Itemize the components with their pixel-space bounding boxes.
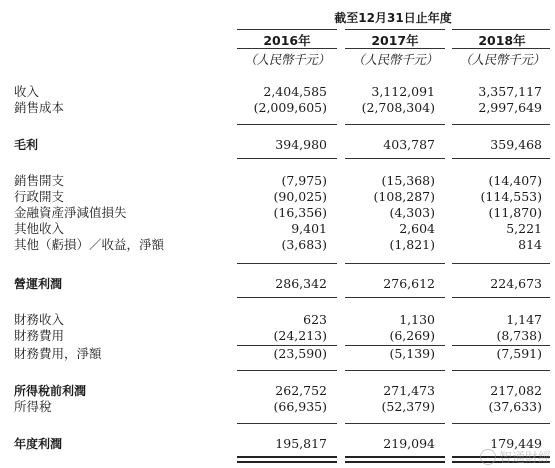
row-label-income-tax: 所得稅 <box>14 399 52 414</box>
unit-label: （人民幣千元） <box>244 52 330 67</box>
cell-operating-profit-2018: 224,673 <box>490 276 542 291</box>
subtotal-rule <box>452 370 550 371</box>
header-rule <box>237 29 337 30</box>
cell-finance-costs-net-2016: (23,590) <box>273 346 327 361</box>
row-label-profit-before-tax: 所得稅前利潤 <box>14 384 87 398</box>
cell-other-gains-losses-2017: (1,821) <box>389 237 435 252</box>
cell-finance-costs-2016: (24,213) <box>273 328 327 343</box>
cell-finance-income-2017: 1,130 <box>399 312 435 327</box>
year-rule <box>345 48 445 49</box>
cell-income-tax-2017: (52,379) <box>381 399 435 414</box>
cell-other-income-2017: 2,604 <box>399 221 435 236</box>
row-label-finance-income: 財務收入 <box>14 312 65 327</box>
subtotal-rule <box>237 370 337 371</box>
row-label-admin-expenses: 行政開支 <box>14 189 65 204</box>
cell-finance-costs-2018: (8,738) <box>496 328 542 343</box>
row-label-other-gains-losses: 其他（虧損）／收益，淨額 <box>14 237 165 252</box>
cell-revenue-2016: 2,404,585 <box>263 84 327 99</box>
subtotal-rule <box>237 297 337 298</box>
cell-revenue-2017: 3,112,091 <box>371 84 435 99</box>
row-label-finance-costs-net: 財務費用，淨額 <box>14 346 102 361</box>
cell-gross-profit-2018: 359,468 <box>490 137 542 152</box>
header-rule <box>345 29 445 30</box>
unit-label: （人民幣千元） <box>459 52 545 67</box>
cell-cost-of-sales-2017: (2,708,304) <box>361 100 435 115</box>
subtotal-rule <box>452 124 550 125</box>
cell-other-income-2018: 5,221 <box>506 221 542 236</box>
subtotal-rule <box>237 158 337 159</box>
row-label-other-income: 其他收入 <box>14 221 65 236</box>
cell-operating-profit-2016: 286,342 <box>275 276 327 291</box>
cell-finance-income-2018: 1,147 <box>506 312 542 327</box>
cell-revenue-2018: 3,357,117 <box>478 84 542 99</box>
cell-other-gains-losses-2016: (3,683) <box>281 237 327 252</box>
cell-selling-expenses-2016: (7,975) <box>281 173 327 188</box>
cell-other-income-2016: 9,401 <box>291 221 327 236</box>
subtotal-rule <box>452 297 550 298</box>
year-header-2016: 2016年 <box>263 33 311 48</box>
cell-impairment-losses-2017: (4,303) <box>389 205 435 220</box>
cell-admin-expenses-2018: (114,553) <box>480 189 542 204</box>
row-label-cost-of-sales: 銷售成本 <box>14 100 65 115</box>
period-header: 截至12月31日止年度 <box>334 11 452 25</box>
cell-operating-profit-2017: 276,612 <box>383 276 435 291</box>
row-label-profit-for-year: 年度利潤 <box>14 437 63 451</box>
cell-cost-of-sales-2016: (2,009,605) <box>253 100 327 115</box>
subtotal-rule <box>345 124 445 125</box>
cell-profit-for-year-2016: 195,817 <box>275 436 327 451</box>
cell-profit-for-year-2018: 179,449 <box>490 436 542 451</box>
cell-admin-expenses-2017: (108,287) <box>373 189 435 204</box>
subtotal-rule <box>345 158 445 159</box>
cell-profit-for-year-2017: 219,094 <box>383 436 435 451</box>
cell-finance-costs-net-2018: (7,591) <box>496 346 542 361</box>
year-header-2017: 2017年 <box>371 33 419 48</box>
cell-income-tax-2018: (37,633) <box>488 399 542 414</box>
subtotal-rule <box>345 370 445 371</box>
watermark <box>480 447 551 466</box>
unit-label: （人民幣千元） <box>352 52 438 67</box>
cell-cost-of-sales-2018: 2,997,649 <box>478 100 542 115</box>
subtotal-rule <box>452 263 550 264</box>
cell-admin-expenses-2016: (90,025) <box>273 189 327 204</box>
cell-selling-expenses-2018: (14,407) <box>488 173 542 188</box>
year-rule <box>452 48 550 49</box>
cell-finance-costs-2017: (6,269) <box>389 328 435 343</box>
year-rule <box>237 48 337 49</box>
row-label-selling-expenses: 銷售開支 <box>14 173 65 188</box>
cell-income-tax-2016: (66,935) <box>273 399 327 414</box>
subtotal-rule <box>345 263 445 264</box>
total-double-rule <box>237 456 337 458</box>
cell-profit-before-tax-2018: 217,082 <box>490 383 542 398</box>
row-label-gross-profit: 毛利 <box>14 138 39 152</box>
cell-selling-expenses-2017: (15,368) <box>381 173 435 188</box>
subtotal-rule <box>452 158 550 159</box>
subtotal-rule <box>237 124 337 125</box>
cell-profit-before-tax-2017: 271,473 <box>383 383 435 398</box>
cell-gross-profit-2017: 403,787 <box>383 137 435 152</box>
row-label-revenue: 收入 <box>14 84 40 99</box>
row-label-operating-profit: 營運利潤 <box>14 277 63 291</box>
row-label-finance-costs: 財務費用 <box>14 328 65 343</box>
cell-profit-before-tax-2016: 262,752 <box>275 383 327 398</box>
cell-gross-profit-2016: 394,980 <box>275 137 327 152</box>
cell-finance-costs-net-2017: (5,139) <box>389 346 435 361</box>
subtotal-rule <box>345 297 445 298</box>
subtotal-rule <box>345 423 445 424</box>
total-double-rule <box>237 461 337 463</box>
row-label-impairment-losses: 金融資產淨減值損失 <box>14 205 127 220</box>
cell-finance-income-2016: 623 <box>303 312 327 327</box>
year-header-2018: 2018年 <box>478 33 526 48</box>
total-double-rule <box>345 456 445 458</box>
subtotal-rule <box>452 423 550 424</box>
watermark-logo-icon <box>480 449 496 465</box>
cell-other-gains-losses-2018: 814 <box>518 237 542 252</box>
header-rule <box>452 29 550 30</box>
cell-impairment-losses-2016: (16,356) <box>273 205 327 220</box>
subtotal-rule <box>237 423 337 424</box>
watermark-text: 智通財經 <box>498 451 551 466</box>
subtotal-rule <box>237 263 337 264</box>
cell-impairment-losses-2018: (11,870) <box>488 205 542 220</box>
total-double-rule <box>345 461 445 463</box>
